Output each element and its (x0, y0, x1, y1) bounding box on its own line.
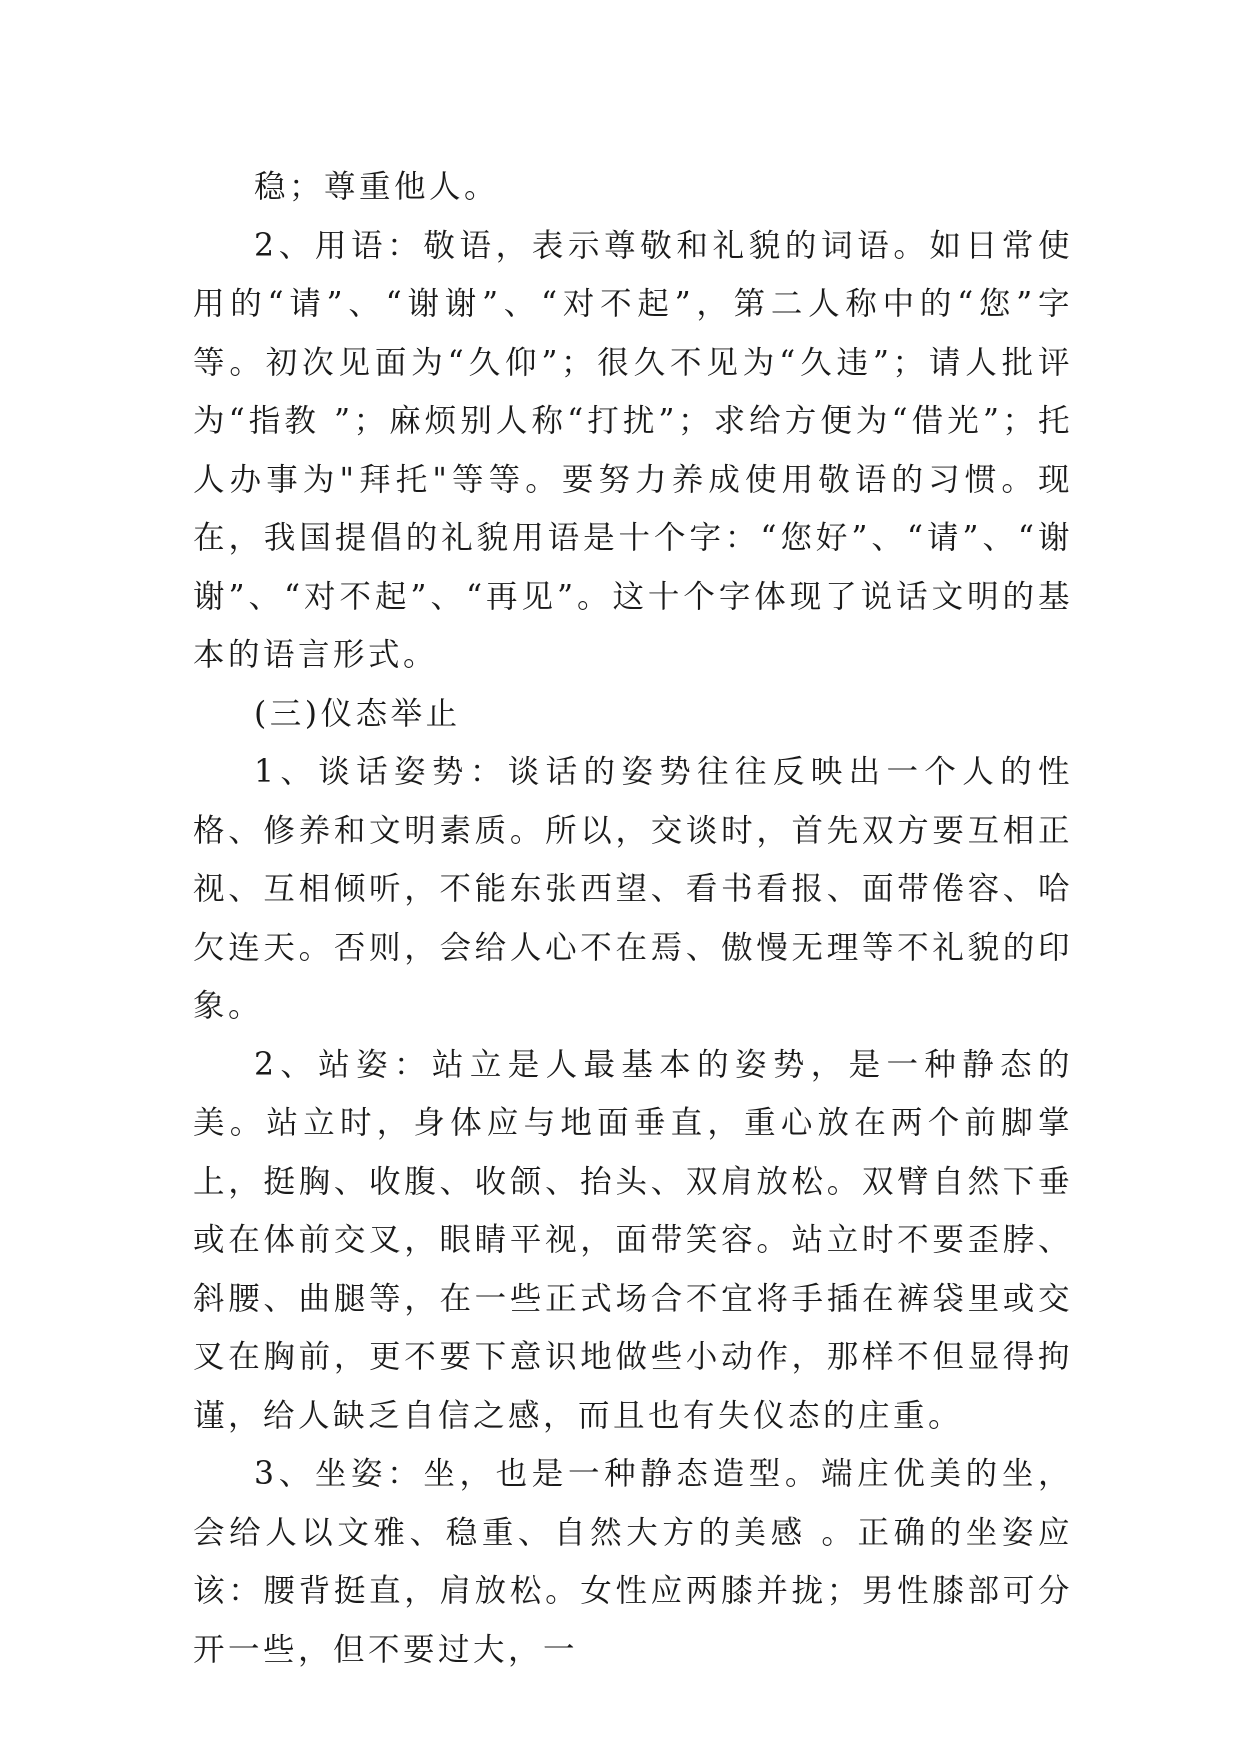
paragraph-1: 稳；尊重他人。 (254, 169, 500, 205)
paragraph-3: 1、谈话姿势：谈话的姿势往往反映出一个人的性格、修养和文明素质。所以，交谈时，首先双方要互相正视、互相倾听，不能东张西望、看书看报、面带倦容、哈欠连天。否则，会给人心不在焉、傲慢无理等不礼貌的印象。 (193, 754, 1073, 1024)
paragraph-5: 3、坐姿：坐，也是一种静态造型。端庄优美的坐，会给人以文雅、稳重、自然大方的美感 。正确的坐姿应该：腰背挺直，肩放松。女性应两膝并拢；男性膝部可分开一些，但不要过大，一 (193, 1456, 1073, 1668)
document-body (193, 158, 1073, 1679)
section-heading: (三)仪态举止 (254, 695, 461, 732)
paragraph-2: 2、用语：敬语，表示尊敬和礼貌的词语。如日常使用的“请”、“谢谢”、“对不起”，第二人称中的“您”字等。初次见面为“久仰”；很久不见为“久违”；请人批评为“指教 ”；麻烦别人称“打扰”；求给方便为“借光”；托人办事为"拜托"等等。要努力养成使用敬语的习惯。现在，我国提倡的礼貌用语是十个字：“您好”、“请”、“谢谢”、“对不起”、“再见”。这十个字体现了说话文明的基本的语言形式。 (193, 227, 1073, 673)
paragraph-4: 2、站姿：站立是人最基本的姿势，是一种静态的美。站立时，身体应与地面垂直，重心放在两个前脚掌上，挺胸、收腹、收颌、抬头、双肩放松。双臂自然下垂或在体前交叉，眼睛平视，面带笑容。站立时不要歪脖、斜腰、曲腿等，在一些正式场合不宜将手插在裤袋里或交叉在胸前，更不要下意识地做些小动作，那样不但显得拘谨，给人缺乏自信之感，而且也有失仪态的庄重。 (193, 1046, 1073, 1434)
